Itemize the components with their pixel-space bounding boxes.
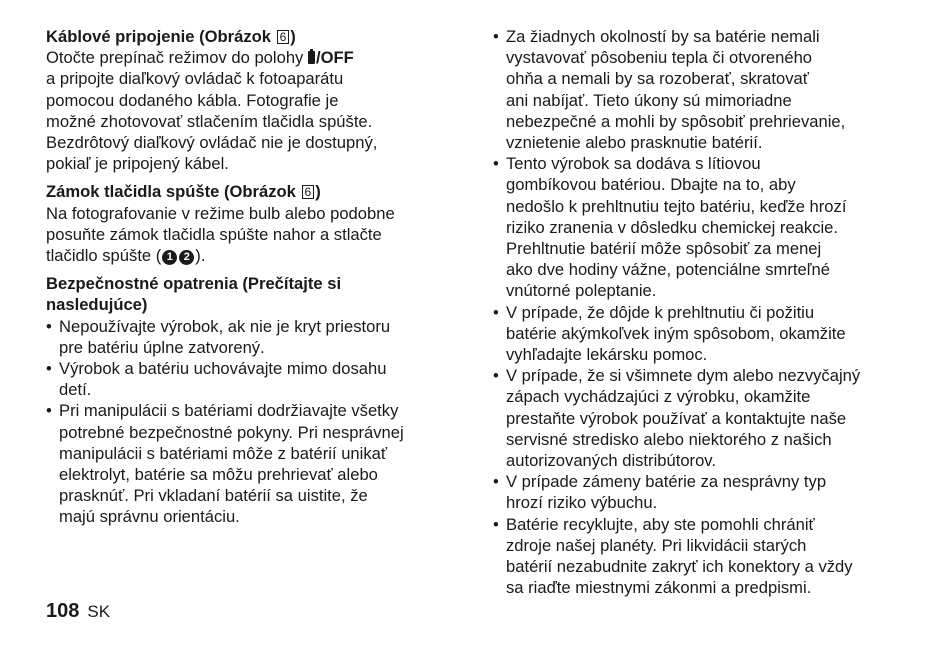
safety-bullet-list (46, 316, 464, 528)
bullet-line: prasknúť. Pri vkladaní batérií sa uistite, že (59, 486, 368, 506)
bullet-line: nedošlo k prehltnutiu tejto batériu, keďže hrozí (506, 196, 847, 216)
bullet-line: ohňa a nemali by sa rozoberať, skratovať (506, 69, 809, 89)
bullet-line: Prehltnutie batérií môže spôsobiť za menej (506, 239, 822, 259)
bullet-line: • Výrobok a batériu uchovávajte mimo dosahu (59, 359, 387, 379)
bullet-line: ako dve hodiny vážne, potenciálne smrteľné (506, 260, 831, 280)
bullet-line: potrebné bezpečnostné pokyny. Pri nesprávnej (59, 422, 404, 442)
bullet-line: vnútorné poleptanie. (506, 281, 657, 301)
shutter-lock-section (46, 181, 464, 266)
safety-heading-line: nasledujúce) (46, 295, 148, 315)
cable-line: a pripojte diaľkový ovládač k fotoaparátu (46, 69, 344, 89)
list-item (46, 316, 464, 358)
bullet-line: vznietenie alebo prasknutie batérií. (506, 133, 763, 153)
cable-line: Bezdrôtový diaľkový ovládač nie je dostupný, (46, 133, 378, 153)
cable-line: pokiaľ je pripojený kábel. (46, 154, 229, 174)
bullet-line: manipulácii s batériami môže z batérií unikať (59, 443, 388, 463)
step-1-icon: 1 (162, 250, 177, 265)
cable-connection-heading (46, 26, 464, 47)
right-column (493, 26, 913, 598)
list-item (46, 358, 464, 400)
bullet-line: • V prípade, že dôjde k prehltnutiu či požitiu (506, 302, 815, 322)
bullet-line: vyhľadajte lekársku pomoc. (506, 345, 708, 365)
bullet-line: vystavovať pôsobeniu tepla či otvoreného (506, 48, 813, 68)
bullet-line: zdroje našej planéty. Pri likvidácii starých (506, 535, 807, 555)
bullet-line: hrozí riziko výbuchu. (506, 493, 658, 513)
bullet-line: pre batériu úplne zatvorený. (59, 337, 265, 357)
language-code: SK (87, 602, 111, 621)
bullet-line: • V prípade zámeny batérie za nesprávny typ (506, 472, 827, 492)
cable-line-1 (46, 47, 464, 68)
lock-line: Na fotografovanie v režime bulb alebo podobne (46, 203, 395, 223)
bullet-line: • Pri manipulácii s batériami dodržiavajte všetky (59, 401, 399, 421)
bullet-line: detí. (59, 380, 92, 400)
bullet-line: batérie akýmkoľvek iným spôsobom, okamžite (506, 323, 846, 343)
bullet-line: • Batérie recyklujte, aby ste pomohli chrániť (506, 514, 815, 534)
bullet-line: • Nepoužívajte výrobok, ak nie je kryt priestoru (59, 316, 391, 336)
bullet-line: gombíkovou batériou. Dbajte na to, aby (506, 175, 796, 195)
lock-line-last (46, 245, 464, 266)
lock-last-end: ). (195, 246, 206, 266)
bullet-line: ani nabíjať. Tieto úkony sú mimoriadne (506, 90, 792, 110)
safety-bullet-list-continued (493, 26, 913, 598)
lock-heading-text: Zámok tlačidla spúšte (Obrázok (46, 182, 296, 202)
bullet-line: • Za žiadnych okolností by sa batérie nemali (506, 27, 820, 46)
battery-icon (308, 51, 315, 64)
page-footer (46, 600, 110, 623)
list-item (493, 26, 913, 153)
list-item (493, 153, 913, 301)
list-item (493, 302, 913, 366)
shutter-lock-heading (46, 181, 464, 202)
list-item (493, 365, 913, 471)
list-item (493, 471, 913, 513)
step-2-icon: 2 (179, 250, 194, 265)
off-position-label: /OFF (315, 48, 354, 68)
cable-heading-end: ) (290, 27, 296, 46)
bullet-line: zápach vychádzajúci z výrobku, okamžite (506, 387, 811, 407)
bullet-line: majú správnu orientáciu. (59, 507, 240, 527)
page-number: 108 (46, 600, 80, 622)
figure-ref-icon: 6 (277, 30, 290, 44)
bullet-line: servisné stredisko alebo niektorého z našich (506, 429, 832, 449)
cable-heading-text: Káblové pripojenie (Obrázok (46, 27, 271, 46)
bullet-line: riziko zranenia v dôsledku chemickej reakcie. (506, 217, 839, 237)
bullet-line: elektrolyt, batérie sa môžu prehrievať alebo (59, 465, 378, 485)
cable-line: možné zhotovovať stlačením tlačidla spúšte. (46, 111, 373, 131)
cable-line-1-text: Otočte prepínač režimov do polohy (46, 48, 308, 68)
bullet-line: sa riaďte miestnymi zákonmi a predpismi. (506, 578, 812, 598)
list-item (493, 514, 913, 599)
bullet-line: batérií nezabudnite zakryť ich konektory a vždy (506, 557, 853, 577)
left-column (46, 26, 464, 535)
safety-section (46, 273, 464, 527)
bullet-line: • Tento výrobok sa dodáva s lítiovou (506, 154, 761, 174)
lock-heading-end: ) (315, 182, 321, 202)
safety-heading (46, 273, 464, 315)
lock-line: posuňte zámok tlačidla spúšte nahor a stlačte (46, 224, 382, 244)
bullet-line: prestaňte výrobok používať a kontaktujte naše (506, 408, 847, 428)
cable-line: pomocou dodaného kábla. Fotografie je (46, 90, 339, 110)
cable-connection-section (46, 26, 464, 174)
list-item (46, 400, 464, 527)
lock-last-text: tlačidlo spúšte ( (46, 246, 162, 266)
safety-heading-line: Bezpečnostné opatrenia (Prečítajte si (46, 274, 342, 294)
bullet-line: autorizovaných distribútorov. (506, 451, 716, 471)
figure-ref-icon: 6 (302, 185, 315, 199)
bullet-line: • V prípade, že si všimnete dym alebo nezvyčajný (506, 366, 861, 386)
bullet-line: nebezpečné a mohli by spôsobiť prehrievanie, (506, 111, 846, 131)
